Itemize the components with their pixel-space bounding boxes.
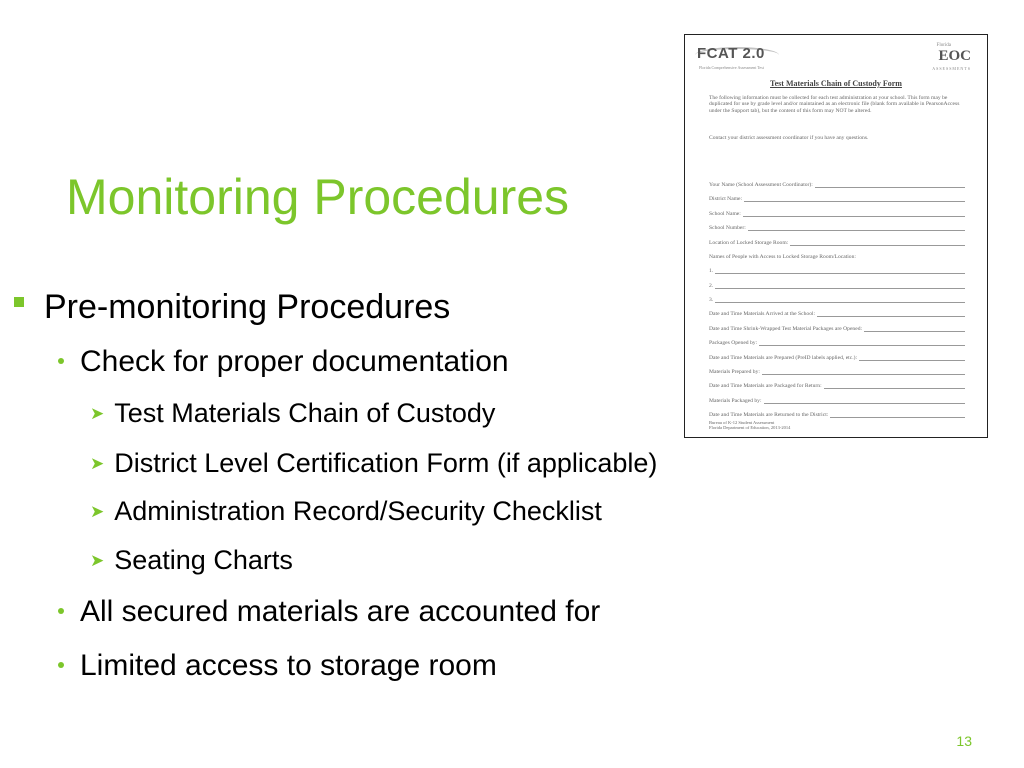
bullet-level3 [90, 542, 293, 578]
form-footer-line: Bureau of K-12 Student Assessment [709, 420, 775, 425]
form-field-line [815, 182, 965, 188]
form-field-line [748, 225, 965, 231]
form-field-row [709, 194, 965, 202]
form-field-row [709, 266, 965, 274]
bullet-level2 [58, 646, 497, 686]
form-field-row [709, 338, 965, 346]
form-field-row [709, 396, 965, 404]
form-field-label: 2. [709, 282, 714, 289]
form-contact: Contact your district assessment coordinator if you have any questions. [709, 135, 869, 141]
form-field-label: Your Name (School Assessment Coordinator): [709, 182, 813, 188]
form-field-line [824, 383, 965, 389]
bullet-level2 [58, 342, 509, 382]
form-field-line [864, 326, 965, 332]
slide-title: Monitoring Procedures [66, 169, 570, 225]
form-title: Test Materials Chain of Custody Form [770, 79, 902, 88]
form-field-label: School Name: [709, 210, 741, 217]
form-footer-line: Florida Department of Education, 2013-2014 [709, 425, 791, 430]
form-field-label: Date and Time Materials are Packaged for Return: [709, 383, 822, 390]
bullet-text: All secured materials are accounted for [80, 595, 601, 628]
bullet-text: Administration Record/Security Checklist [114, 495, 602, 526]
bullet-text: Limited access to storage room [80, 649, 497, 682]
arrow-bullet-icon: ➤ [90, 550, 105, 570]
form-field-label: School Number: [709, 225, 746, 232]
form-intro: The following information must be collected for each test administration at your school. This form may be duplicated for use by grade level and/or maintained as an electronic file (blank form available in PearsonAccess under the Support tab), but the content of this form may NOT be altered. [709, 95, 960, 114]
arrow-bullet-icon: ➤ [90, 403, 105, 423]
form-field-line [790, 240, 965, 246]
bullet-text: Seating Charts [114, 544, 293, 575]
arrow-bullet-icon: ➤ [90, 501, 105, 521]
form-field-row [709, 410, 965, 418]
fcat-logo: FCAT 2.0 [697, 45, 765, 62]
form-field-row [709, 353, 965, 361]
bullet-level1 [14, 283, 450, 331]
arrow-bullet-icon: ➤ [90, 453, 105, 473]
bullet-level3 [90, 493, 602, 529]
form-field-row [709, 324, 965, 332]
dot-bullet-icon [58, 662, 64, 668]
form-field-label: 3. [709, 297, 714, 303]
form-field-line [715, 268, 965, 274]
dot-bullet-icon [58, 358, 64, 364]
form-field-label: Materials Packaged by: [709, 397, 762, 404]
form-field-row [709, 223, 965, 231]
square-bullet-icon [14, 297, 24, 307]
form-field-label: Names of People with Access to Locked Storage Room/Location: [709, 253, 856, 260]
form-header [695, 41, 977, 81]
form-field-row [709, 180, 965, 188]
form-field-row [709, 281, 965, 289]
form-field-label: Date and Time Materials are Returned to the District: [709, 412, 829, 418]
form-field-line [744, 196, 965, 202]
bullet-text: Check for proper documentation [80, 345, 509, 378]
form-field-line [859, 355, 965, 361]
form-field-label: Materials Prepared by: [709, 368, 760, 375]
bullet-text: Test Materials Chain of Custody [114, 397, 496, 428]
custody-form-image [684, 34, 988, 438]
form-field-label: Date and Time Materials are Prepared (PreID labels applied, etc.): [709, 354, 858, 361]
form-field-line [759, 340, 965, 346]
eoc-logo: EOC [938, 48, 971, 64]
form-field-row [709, 238, 965, 246]
form-field-row [709, 309, 965, 317]
fcat-logo-subtitle: Florida Comprehensive Assessment Test [699, 65, 764, 70]
form-field-label: Date and Time Materials Arrived at the School: [709, 311, 816, 318]
form-field-row [709, 252, 965, 260]
form-field-row [709, 295, 965, 303]
eoc-logo-subtitle: ASSESSMENTS [932, 66, 971, 71]
form-footer [709, 420, 790, 430]
dot-bullet-icon [58, 608, 64, 614]
bullet-text: Pre-monitoring Procedures [44, 287, 451, 326]
form-field-label: Location of Locked Storage Room: [709, 239, 789, 246]
form-field-row [709, 209, 965, 217]
form-field-row [709, 367, 965, 375]
eoc-logo-top: Florida [936, 43, 951, 48]
bullet-level2 [58, 592, 600, 632]
form-field-line [743, 211, 965, 217]
form-field-line [830, 412, 965, 418]
bullet-level3 [90, 445, 657, 481]
form-field-label: Date and Time Shrink-Wrapped Test Material Packages are Opened: [709, 325, 863, 332]
form-field-line [817, 311, 965, 317]
form-field-label: Packages Opened by: [709, 340, 758, 347]
form-field-line [764, 398, 965, 404]
form-field-line [762, 369, 965, 375]
page-number: 13 [956, 733, 972, 749]
form-field-line [715, 297, 965, 303]
form-field-label: 1. [709, 268, 714, 275]
bullet-level3 [90, 395, 495, 431]
form-field-label: District Name: [709, 196, 743, 203]
bullet-text: District Level Certification Form (if applicable) [114, 447, 658, 478]
form-field-row [709, 381, 965, 389]
form-field-line [715, 283, 965, 289]
